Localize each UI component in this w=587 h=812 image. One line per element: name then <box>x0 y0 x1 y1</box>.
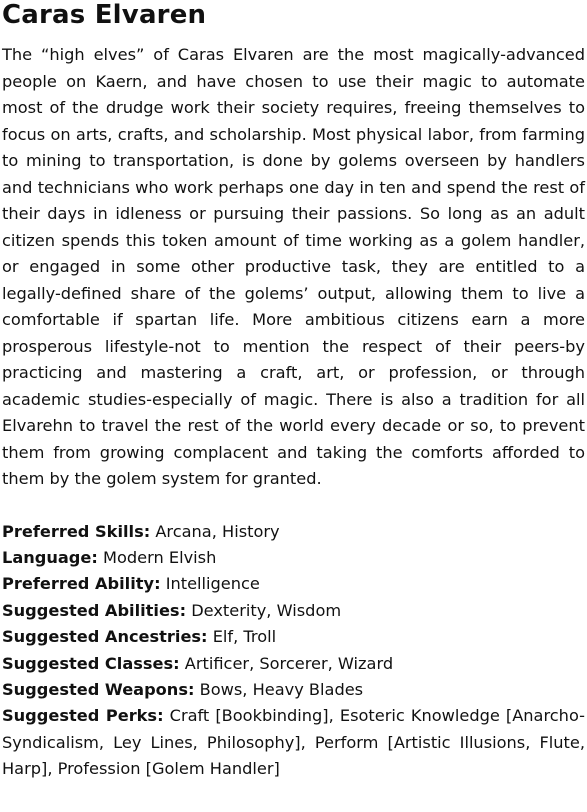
trait-value: Bows, Heavy Blades <box>199 679 364 699</box>
trait-preferred-skills <box>2 519 585 545</box>
trait-label: Preferred Ability: <box>2 574 161 594</box>
trait-suggested-classes <box>2 651 585 677</box>
trait-label: Suggested Perks: <box>2 706 164 726</box>
trait-suggested-ancestries <box>2 624 585 650</box>
trait-value: Elf, Troll <box>212 627 277 647</box>
page-title: Caras Elvaren <box>2 0 207 30</box>
trait-label: Suggested Ancestries: <box>2 627 208 647</box>
trait-label: Suggested Abilities: <box>2 600 187 620</box>
trait-value: Arcana, History <box>155 521 280 541</box>
trait-value: Dexterity, Wisdom <box>191 600 342 620</box>
trait-label: Suggested Classes: <box>2 653 180 673</box>
trait-value: Intelligence <box>165 574 260 594</box>
trait-label: Preferred Skills: <box>2 521 151 541</box>
trait-suggested-perks <box>2 703 585 782</box>
trait-suggested-abilities <box>2 598 585 624</box>
trait-preferred-ability <box>2 571 585 597</box>
trait-language <box>2 545 585 571</box>
trait-value: Craft [Bookbinding], Esoteric Knowledge [Anarcho-Syndicalism, Ley Lines, Philosophy], Perform [Artistic Illusions, Flute, Harp], Profession [Golem Handler] <box>2 706 585 779</box>
trait-label: Language: <box>2 547 98 567</box>
trait-suggested-weapons <box>2 677 585 703</box>
traits-list <box>2 519 585 783</box>
description-paragraph: The “high elves” of Caras Elvaren are the most magically-advanced people on Kaern, and have chosen to use their magic to automate most of the drudge work their society requires, freeing themselves to focus on arts, crafts, and scholarship. Most physical labor, from farming to mining to transportation, is done by golems overseen by handlers and technicians who work perhaps one day in ten and spend the rest of their days in idleness or pursuing their passions. So long as an adult citizen spends this token amount of time working as a golem handler, or engaged in some other productive task, they are entitled to a legally-defined share of the golems’ output, allowing them to live a comfortable if spartan life. More ambitious citizens earn a more prosperous lifestyle-not to mention the respect of their peers-by practicing and mastering a craft, art, or profession, or through academic studies-especially of magic. There is also a tradition for all Elvarehn to travel the rest of the world every decade or so, to prevent them from growing complacent and taking the comforts afforded to them by the golem system for granted. <box>2 45 585 488</box>
trait-value: Modern Elvish <box>103 547 217 567</box>
trait-value: Artificer, Sorcerer, Wizard <box>184 653 394 673</box>
trait-label: Suggested Weapons: <box>2 679 195 699</box>
